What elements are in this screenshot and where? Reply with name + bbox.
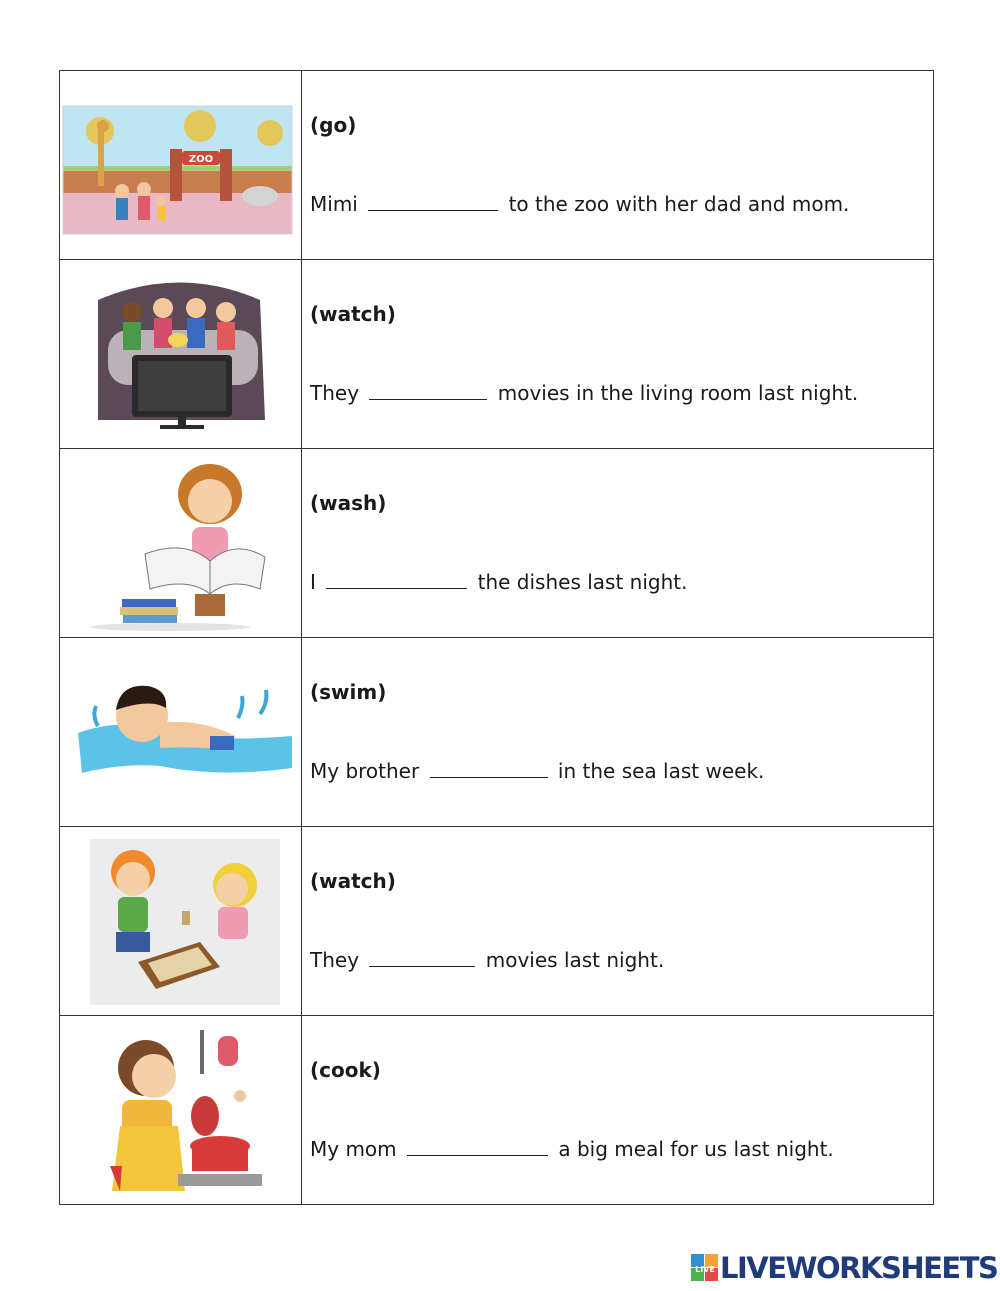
liveworksheets-logo: [690, 1250, 998, 1286]
text-cell: [302, 71, 934, 260]
image-cell: [60, 1016, 302, 1205]
verb-hint: (wash): [310, 491, 387, 515]
exercise-row: [60, 1016, 934, 1205]
answer-blank[interactable]: [430, 759, 548, 778]
sentence-end: movies in the living room last night.: [491, 381, 859, 405]
exercise-row: [60, 449, 934, 638]
boy-swimming-image: [60, 638, 301, 826]
sentence-start: My brother: [310, 759, 426, 783]
sentence: [310, 381, 858, 405]
verb-hint: (swim): [310, 680, 387, 704]
exercise-row: [60, 638, 934, 827]
sentence: [310, 1137, 834, 1161]
image-cell: [60, 827, 302, 1016]
mom-cooking-image: [60, 1016, 301, 1204]
sentence-start: Mimi: [310, 192, 365, 216]
verb-hint: (watch): [310, 869, 396, 893]
sentence-end: in the sea last week.: [551, 759, 765, 783]
kids-watching-tv-image: [60, 260, 301, 448]
verb-hint: (watch): [310, 302, 396, 326]
zoo-sign: ZOO: [188, 154, 214, 165]
sentence-start: They: [310, 381, 366, 405]
sentence-start: My mom: [310, 1137, 404, 1161]
sentence: [310, 192, 849, 216]
image-cell: [60, 449, 302, 638]
image-cell: [60, 638, 302, 827]
answer-blank[interactable]: [407, 1137, 548, 1156]
zoo-scene-image: [60, 71, 301, 259]
sentence: [310, 570, 687, 594]
image-cell: [60, 71, 302, 260]
sentence-end: movies last night.: [479, 948, 665, 972]
text-cell: [302, 827, 934, 1016]
answer-blank[interactable]: [368, 192, 498, 211]
sentence-start: They: [310, 948, 366, 972]
kids-playing-chess-image: [60, 827, 301, 1015]
text-cell: [302, 260, 934, 449]
worksheet-table: [59, 70, 934, 1205]
image-cell: [60, 260, 302, 449]
logo-badge-text: LIVE: [695, 1265, 715, 1274]
answer-blank[interactable]: [369, 948, 475, 967]
exercise-row: [60, 827, 934, 1016]
sentence-start: I: [310, 570, 323, 594]
verb-hint: (go): [310, 113, 357, 137]
sentence-end: the dishes last night.: [471, 570, 688, 594]
sentence: [310, 759, 764, 783]
verb-hint: (cook): [310, 1058, 381, 1082]
text-cell: [302, 449, 934, 638]
sentence: [310, 948, 664, 972]
exercise-row: [60, 260, 934, 449]
sentence-end: a big meal for us last night.: [552, 1137, 834, 1161]
text-cell: [302, 1016, 934, 1205]
logo-text: LIVEWORKSHEETS: [720, 1251, 998, 1285]
logo-badge-icon: [690, 1253, 720, 1283]
sentence-end: to the zoo with her dad and mom.: [502, 192, 850, 216]
exercise-row: [60, 71, 934, 260]
answer-blank[interactable]: [326, 570, 467, 589]
text-cell: [302, 638, 934, 827]
answer-blank[interactable]: [369, 381, 487, 400]
girl-reading-book-image: [60, 449, 301, 637]
